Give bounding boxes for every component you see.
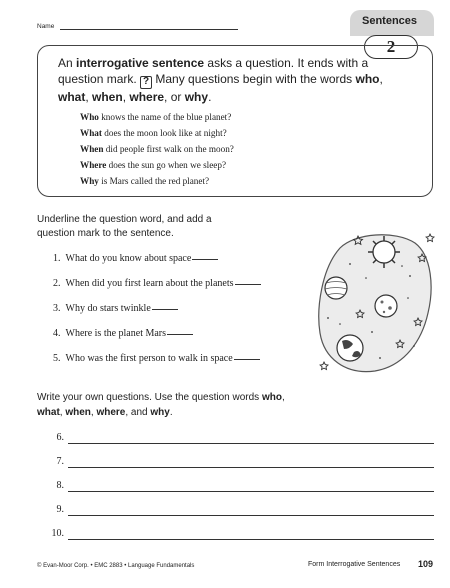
line-number: 10. — [51, 528, 64, 539]
answer-blank[interactable] — [234, 359, 260, 360]
example-list — [80, 109, 380, 189]
writing-line-row — [48, 528, 434, 542]
example-sentence: What does the moon look like at night? — [80, 128, 227, 138]
writing-line[interactable] — [68, 467, 434, 468]
earth-icon — [337, 335, 363, 361]
answer-blank[interactable] — [192, 259, 218, 260]
question-mark-icon: ? — [140, 76, 152, 89]
answer-blank[interactable] — [167, 334, 193, 335]
planet-icon — [325, 277, 347, 299]
exercise-item: 4. Where is the planet Mars — [53, 328, 193, 339]
exercise-item: 5. Who was the first person to walk in space — [53, 353, 260, 364]
writing-line-row — [48, 456, 434, 470]
example-sentence: When did people first walk on the moon? — [80, 144, 234, 154]
exercise-item: 2. When did you first learn about the planets — [53, 278, 261, 289]
line-number: 8. — [56, 480, 64, 491]
writing-line[interactable] — [68, 515, 434, 516]
example-sentence: Where does the sun go when we sleep? — [80, 160, 227, 170]
topic-label: Sentences — [362, 15, 418, 27]
lesson-number: 2 — [364, 35, 418, 59]
exercise-item: 1. What do you know about space — [53, 253, 218, 264]
writing-line[interactable] — [68, 539, 434, 540]
section1-instructions: Underline the question word, and add a question mark to the sentence. — [37, 214, 212, 239]
writing-line-row — [48, 432, 434, 446]
writing-line[interactable] — [68, 443, 434, 444]
answer-blank[interactable] — [235, 284, 261, 285]
writing-line-row — [48, 504, 434, 518]
example-sentence: Why is Mars called the red planet? — [80, 176, 210, 186]
exercise-item: 3. Why do stars twinkle — [53, 303, 178, 314]
line-number: 7. — [56, 456, 64, 467]
space-illustration — [310, 228, 440, 376]
example-sentence: Who knows the name of the blue planet? — [80, 112, 232, 122]
name-line[interactable] — [60, 29, 238, 30]
section2-instructions: Write your own questions. Use the question words who, what, when, where, and why. — [37, 392, 285, 418]
writing-line[interactable] — [68, 491, 434, 492]
answer-blank[interactable] — [152, 309, 178, 310]
lesson-title-footer: Form Interrogative Sentences — [308, 561, 401, 568]
line-number: 6. — [56, 432, 64, 443]
planet-icon — [375, 295, 397, 317]
page-number: 109 — [418, 559, 434, 569]
line-number: 9. — [56, 504, 64, 515]
rule-definition: An interrogative sentence asks a question. It ends with a question mark. ? Many questions begin with the words who, what, when, where, or why. — [58, 56, 383, 104]
writing-line-row — [48, 480, 434, 494]
name-label: Name — [37, 23, 55, 30]
copyright-footer: © Evan-Moor Corp. • EMC 2883 • Language Fundamentals — [37, 563, 195, 569]
page-header — [0, 0, 450, 56]
